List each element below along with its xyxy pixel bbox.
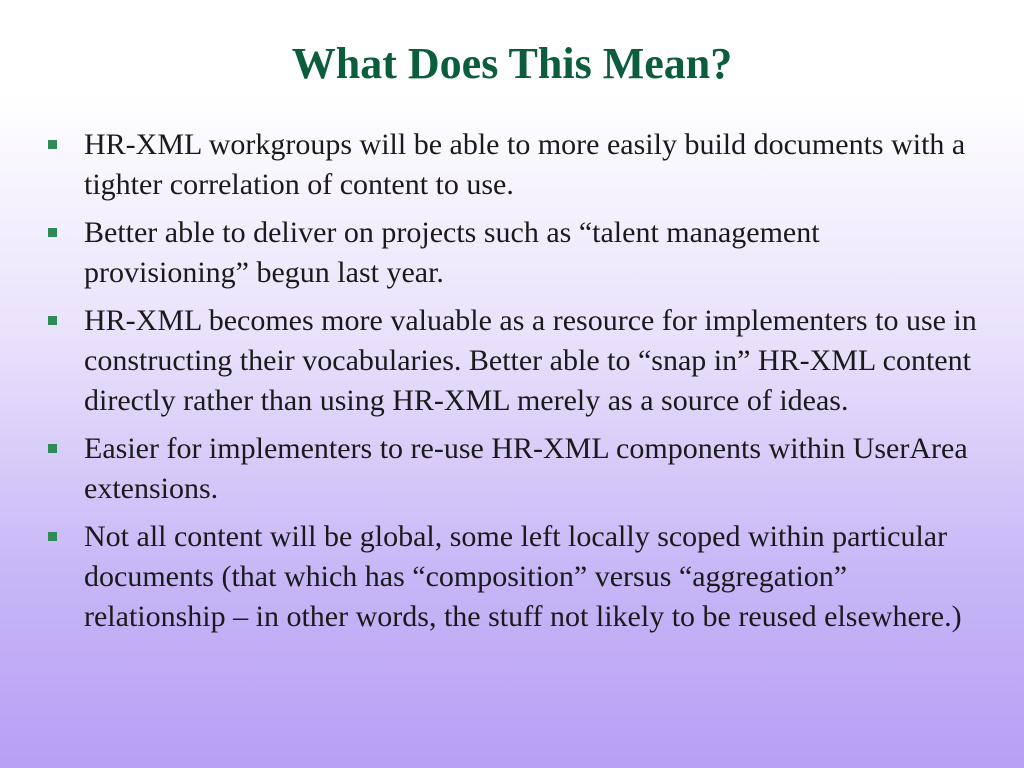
square-bullet-icon: [48, 444, 57, 453]
bullet-text: HR-XML workgroups will be able to more easily build documents with a tighter correlation of content to use.: [84, 128, 966, 201]
bullet-item: [48, 429, 988, 509]
slide-title: What Does This Mean?: [291, 39, 733, 88]
bullet-text: Easier for implementers to re-use HR-XML components within UserArea extensions.: [84, 432, 968, 505]
bullet-text: Not all content will be global, some left locally scoped within particular documents (that which has “composition” versus “aggregation” relationship – in other words, the stuff not likely to be reused elsewhere.): [84, 520, 962, 633]
bullet-item: [48, 213, 988, 293]
bullet-list: [48, 125, 988, 645]
square-bullet-icon: [48, 228, 57, 237]
bullet-text: HR-XML becomes more valuable as a resource for implementers to use in constructing their vocabularies. Better able to “snap in” HR-XML content directly rather than using HR-XML merely as a source of ideas.: [84, 304, 977, 417]
bullet-item: [48, 125, 988, 205]
bullet-text: Better able to deliver on projects such as “talent management provisioning” begun last year.: [84, 216, 820, 289]
square-bullet-icon: [48, 532, 57, 541]
bullet-item: [48, 517, 988, 637]
bullet-item: [48, 301, 988, 421]
square-bullet-icon: [48, 140, 57, 149]
square-bullet-icon: [48, 316, 57, 325]
